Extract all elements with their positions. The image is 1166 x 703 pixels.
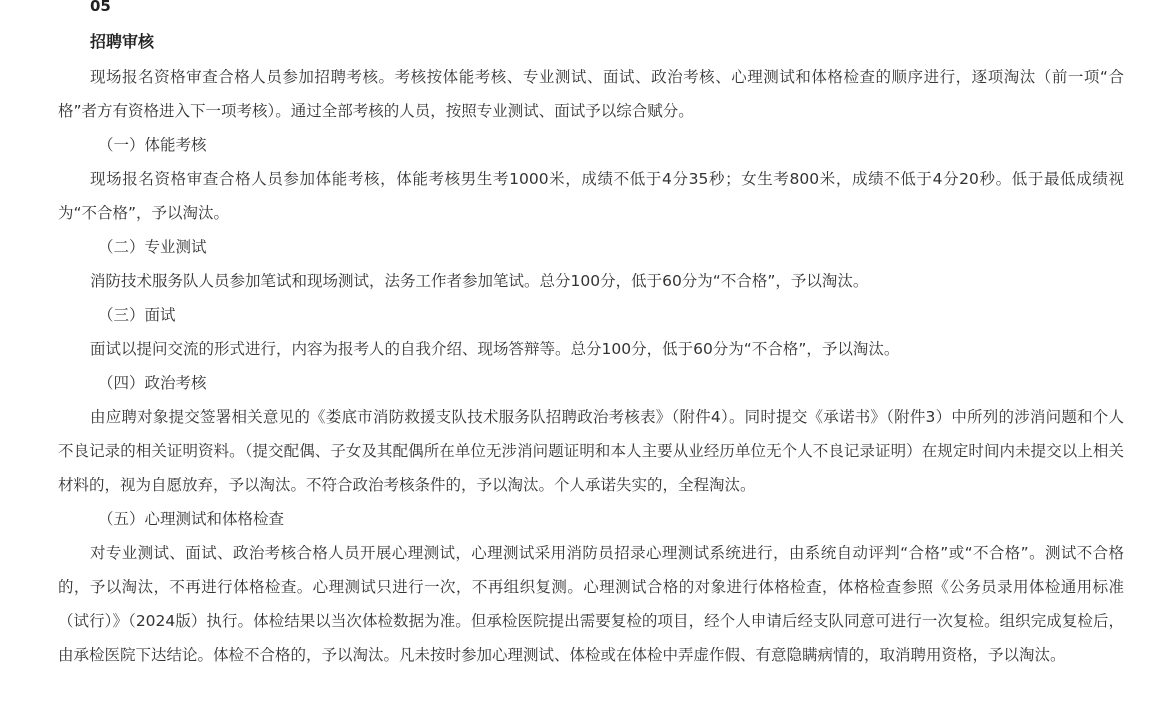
intro-paragraph: 现场报名资格审查合格人员参加招聘考核。考核按体能考核、专业测试、面试、政治考核、心理测试和体格检查的顺序进行，逐项淘汰（前一项“合格”者方有资格进入下一项考核）。通过全部考核的人员，按照专业测试、面试予以综合赋分。 <box>58 68 1124 120</box>
subsection-body-political: 由应聘对象提交签署相关意见的《娄底市消防救援支队技术服务队招聘政治考核表》（附件4）。同时提交《承诺书》（附件3）中所列的涉消问题和个人不良记录的相关证明资料。（提交配偶、子女及其配偶所在单位无涉消问题证明和本人主要从业经历单位无个人不良记录证明）在规定时间内未提交以上相关材料的，视为自愿放弃，予以淘汰。不符合政治考核条件的，予以淘汰。个人承诺失实的，全程淘汰。 <box>58 408 1124 494</box>
subsection-title-physical: （一）体能考核 <box>98 136 207 154</box>
subsection-title-interview: （三）面试 <box>98 306 176 324</box>
subsection-body-physical: 现场报名资格审查合格人员参加体能考核，体能考核男生考1000米，成绩不低于4分35秒；女生考800米，成绩不低于4分20秒。低于最低成绩视为“不合格”，予以淘汰。 <box>58 170 1124 222</box>
subsection-title-psych-medical: （五）心理测试和体格检查 <box>98 510 285 528</box>
article-body <box>58 0 1124 672</box>
subsection-body-interview: 面试以提问交流的形式进行，内容为报考人的自我介绍、现场答辩等。总分100分，低于60分为“不合格”，予以淘汰。 <box>90 340 900 358</box>
subsection-title-political: （四）政治考核 <box>98 374 207 392</box>
subsection-body-professional: 消防技术服务队人员参加笔试和现场测试，法务工作者参加笔试。总分100分，低于60分为“不合格”，予以淘汰。 <box>90 272 869 290</box>
section-number: 05 <box>90 0 111 15</box>
subsection-title-professional: （二）专业测试 <box>98 238 207 256</box>
subsection-body-psych-medical: 对专业测试、面试、政治考核合格人员开展心理测试，心理测试采用消防员招录心理测试系统进行，由系统自动评判“合格”或“不合格”。测试不合格的，予以淘汰，不再进行体格检查。心理测试只进行一次，不再组织复测。心理测试合格的对象进行体格检查，体格检查参照《公务员录用体检通用标准（试行）》（2024版）执行。体检结果以当次体检数据为准。但承检医院提出需要复检的项目，经个人申请后经支队同意可进行一次复检。组织完成复检后，由承检医院下达结论。体检不合格的，予以淘汰。凡未按时参加心理测试、体检或在体检中弄虚作假、有意隐瞒病情的，取消聘用资格，予以淘汰。 <box>58 544 1124 664</box>
section-title: 招聘审核 <box>90 32 155 51</box>
